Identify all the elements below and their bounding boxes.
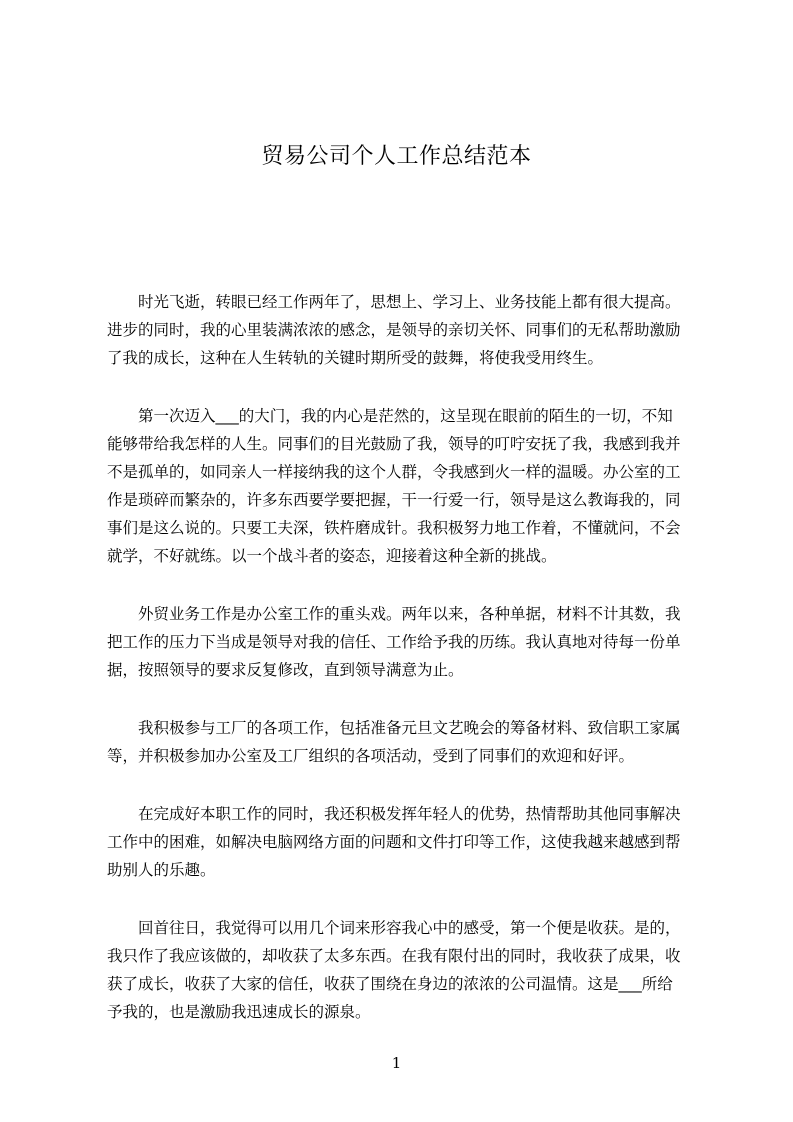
paragraph-line: 不是孤单的，如同亲人一样接纳我的这个人群，令我感到火一样的温暖。办公室的工	[107, 463, 681, 481]
paragraph	[107, 288, 701, 372]
paragraph-line: 工作中的困难，如解决电脑网络方面的问题和文件打印等工作，这使我越来越感到帮	[107, 833, 681, 851]
paragraph-line: 作是琐碎而繁杂的，许多东西要学要把握，干一行爱一行，领导是这么教诲我的，同	[107, 491, 681, 509]
paragraph	[107, 600, 701, 684]
paragraph-line: 予我的，也是激励我迅速成长的源泉。	[107, 1003, 371, 1021]
paragraph-line: 我积极参与工厂的各项工作，包括准备元旦文艺晚会的筹备材料、致信职工家属	[138, 719, 681, 737]
paragraph-line: 助别人的乐趣。	[107, 861, 216, 879]
paragraph-line: 我只作了我应该做的，却收获了太多东西。在我有限付出的同时，我收获了成果，收	[107, 947, 681, 965]
paragraph-line: 等，并积极参加办公室及工厂组织的各项活动，受到了同事们的欢迎和好评。	[107, 747, 635, 765]
page-number: 1	[391, 1054, 402, 1072]
paragraph-line: 第一次迈入___的大门，我的内心是茫然的，这呈现在眼前的陌生的一切，不知	[138, 407, 673, 425]
paragraph-line: 了我的成长，这种在人生转轨的关键时期所受的鼓舞，将使我受用终生。	[107, 349, 604, 367]
paragraph-line: 就学，不好就练。以一个战斗者的姿态，迎接着这种全新的挑战。	[107, 547, 557, 565]
document-body	[107, 288, 701, 1056]
paragraph-line: 把工作的压力下当成是领导对我的信任、工作给予我的历练。我认真地对待每一份单	[107, 633, 681, 651]
paragraph-line: 据，按照领导的要求反复修改，直到领导满意为止。	[107, 661, 464, 679]
paragraph	[107, 914, 701, 1026]
document-title: 贸易公司个人工作总结范本	[261, 144, 532, 169]
paragraph-line: 能够带给我怎样的人生。同事们的目光鼓励了我，领导的叮咛安抚了我，我感到我并	[107, 435, 681, 453]
paragraph-line: 事们是这么说的。只要工夫深，铁杵磨成针。我积极努力地工作着，不懂就问，不会	[107, 519, 681, 537]
paragraph	[107, 714, 701, 770]
paragraph-line: 外贸业务工作是办公室工作的重头戏。两年以来，各种单据，材料不计其数，我	[138, 605, 681, 623]
paragraph-line: 进步的同时，我的心里装满浓浓的感念，是领导的亲切关怀、同事们的无私帮助激励	[107, 321, 681, 339]
paragraph-line: 时光飞逝，转眼已经工作两年了，思想上、学习上、业务技能上都有很大提高。	[138, 293, 681, 311]
paragraph-line: 获了成长，收获了大家的信任，收获了围绕在身边的浓浓的公司温情。这是___所给	[107, 975, 673, 993]
paragraph-line: 回首往日，我觉得可以用几个词来形容我心中的感受，第一个便是收获。是的，	[138, 919, 681, 937]
paragraph	[107, 402, 701, 570]
paragraph-line: 在完成好本职工作的同时，我还积极发挥年轻人的优势，热情帮助其他同事解决	[138, 805, 681, 823]
paragraph	[107, 800, 701, 884]
